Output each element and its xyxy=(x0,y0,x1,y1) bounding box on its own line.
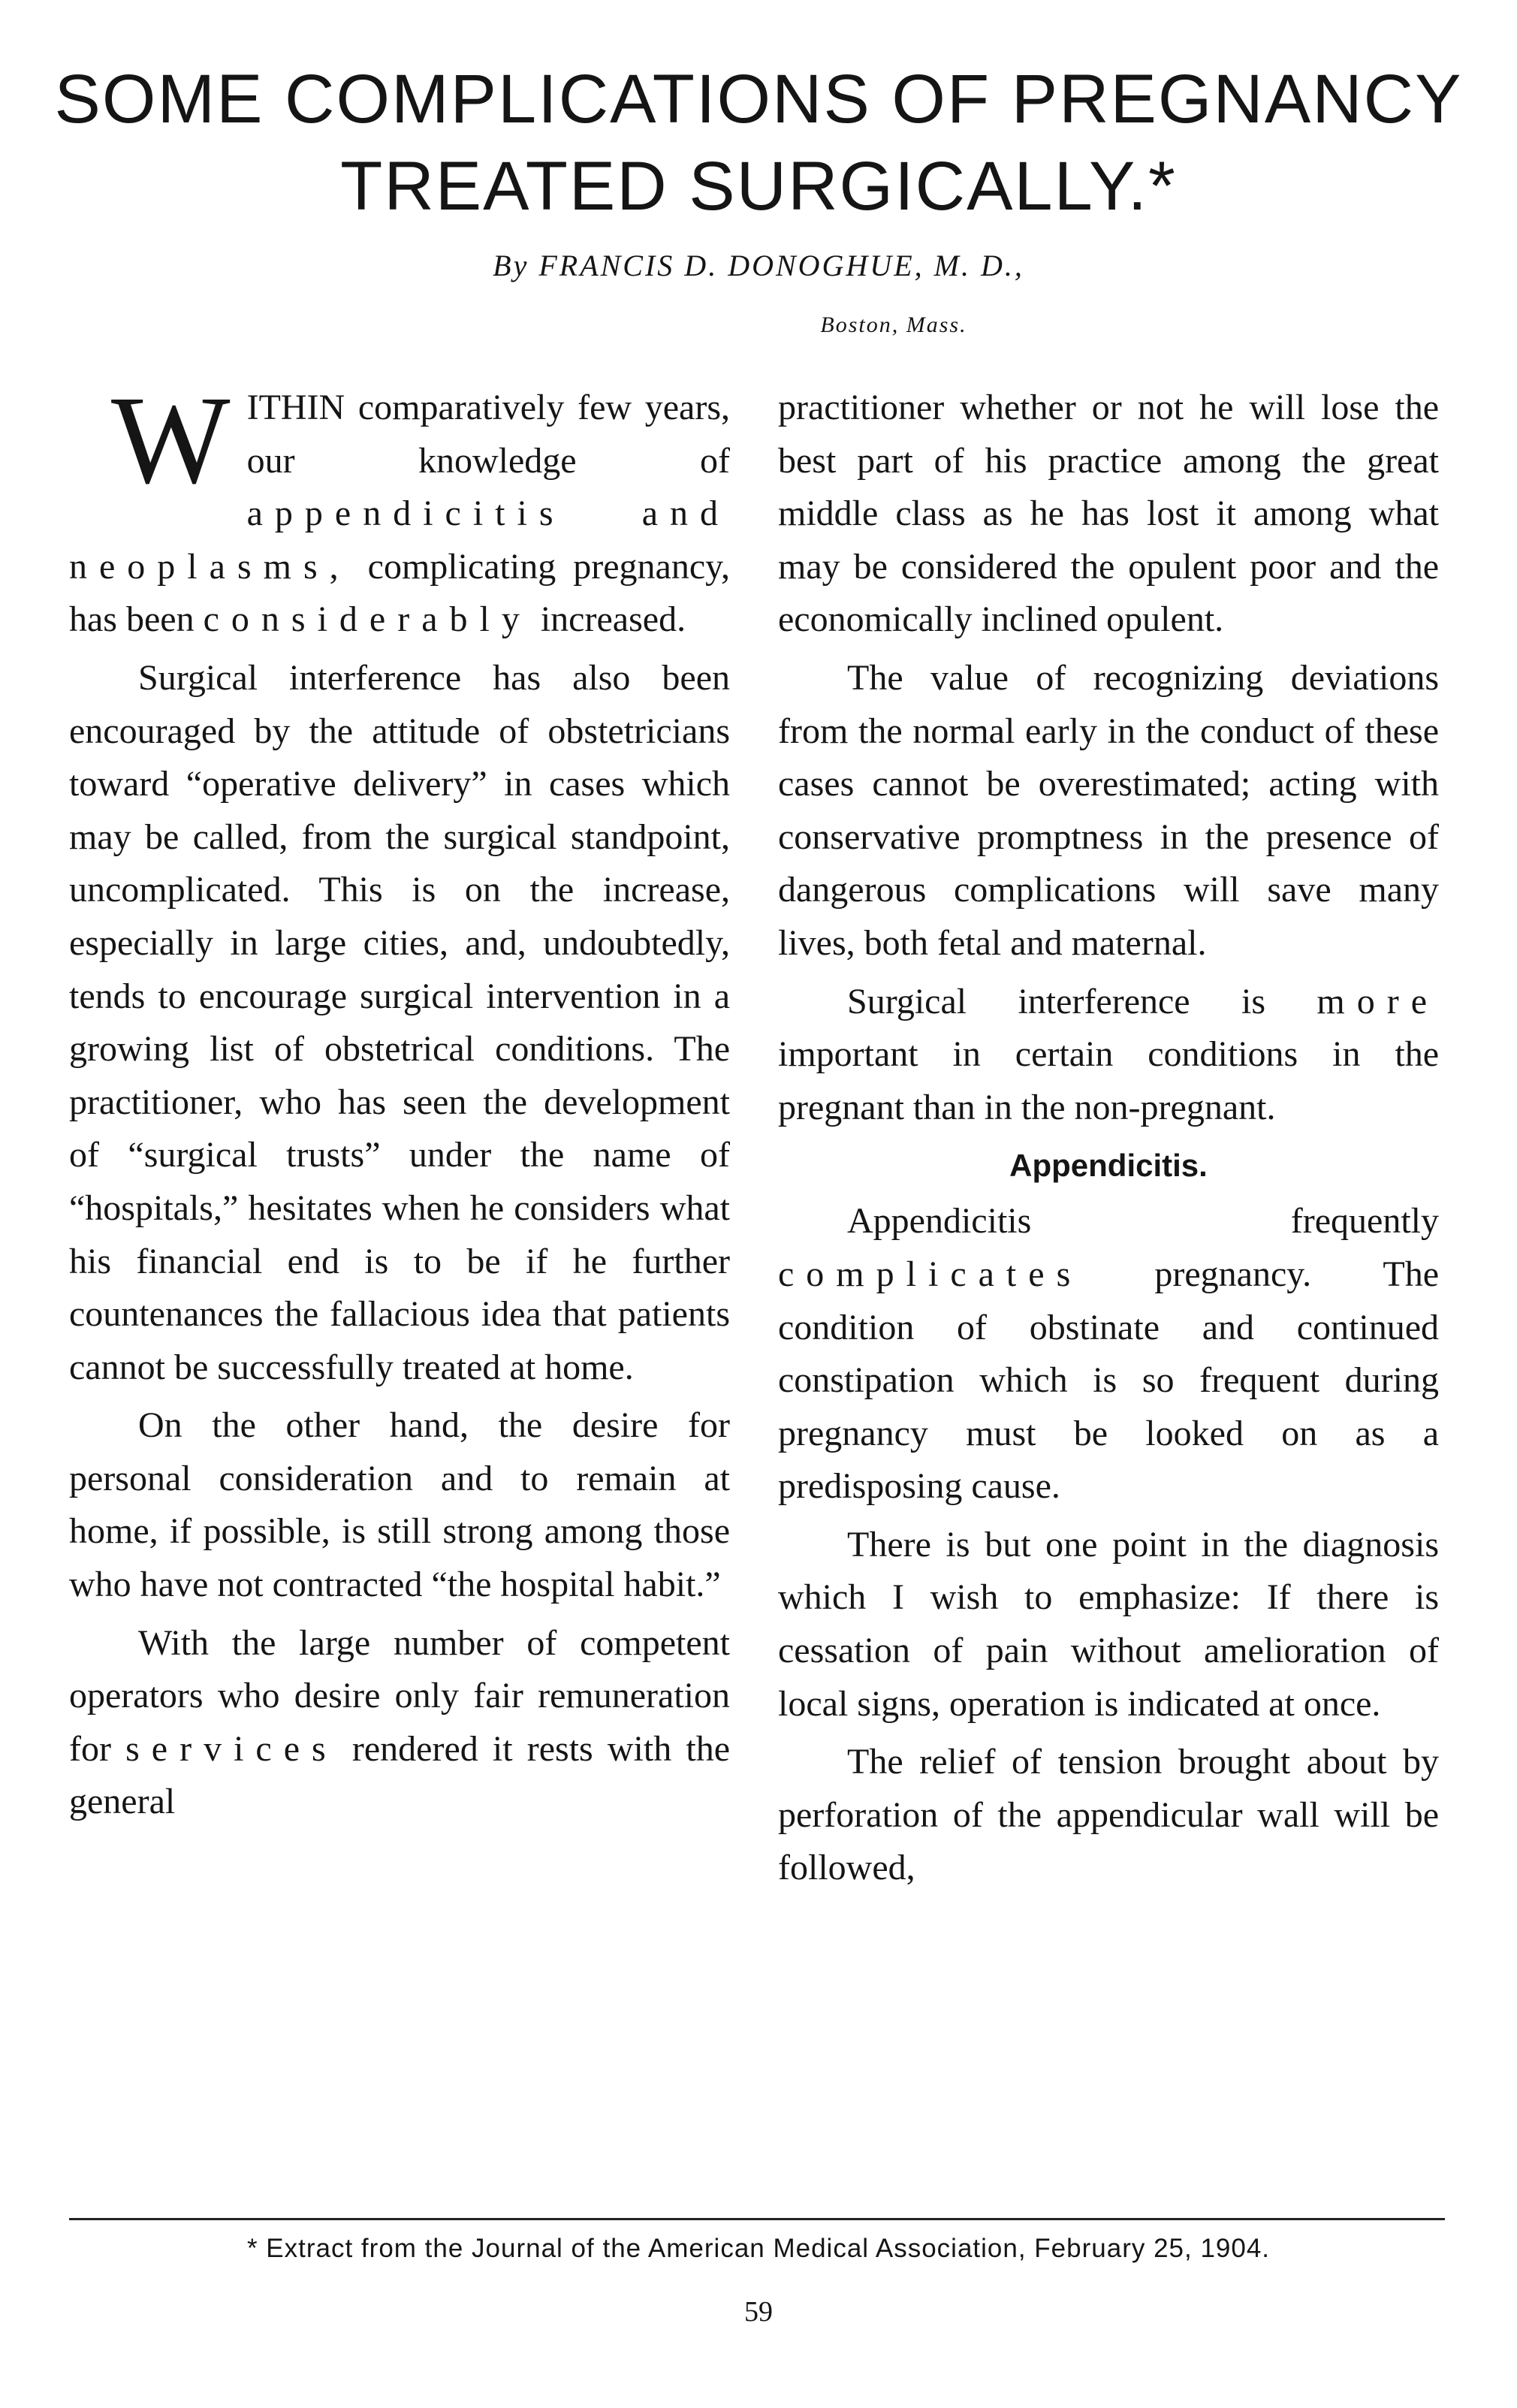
drop-cap: W xyxy=(111,370,231,510)
right-paragraph-1: practitioner whether or not he will lose the best part of his practice among the great middle class as he has lost it among what may be considered the opulent poor and the economically inclined opulent. xyxy=(778,388,1439,640)
right-paragraph-6: The relief of tension brought about by perforation of the appendicular wall will be followed, xyxy=(778,1742,1439,1888)
author-location: Boston, Mass. xyxy=(820,312,967,337)
author-byline: By FRANCIS D. DONOGHUE, M. D., xyxy=(493,249,1024,282)
page-number: 59 xyxy=(744,2296,773,2328)
footnote-divider xyxy=(69,2218,1445,2220)
article-title-line-2: TREATED SURGICALLY.* xyxy=(340,148,1177,225)
right-column xyxy=(778,382,1439,1900)
right-paragraph-4: Appendicitis frequently complicates pregnancy. The condition of obstinate and continued constipation which is so frequent during pregnancy must be looked on as a predisposing cause. xyxy=(778,1201,1439,1507)
section-heading-appendicitis: Appendicitis. xyxy=(1009,1148,1208,1184)
left-column xyxy=(69,370,731,1834)
left-paragraph-4: With the large number of competent operators who desire only fair remuneration for services rendered it rests with the general xyxy=(69,1622,731,1822)
right-paragraph-3: Surgical interference is more important in certain conditions in the pregnant than in the non-pregnant. xyxy=(778,981,1439,1127)
left-paragraph-3: On the other hand, the desire for personal consideration and to remain at home, if possible, is still strong among those who have not contracted “the hospital habit.” xyxy=(69,1405,730,1605)
left-paragraph-2: Surgical interference has also been encouraged by the attitude of obstetricians toward “operative delivery” in cases which may be called, from the surgical standpoint, uncomplicated. This is on the increase, especially in large cities, and, undoubtedly, tends to encourage surgical intervention in a growing list of obstetrical conditions. The practitioner, who has seen the development of “surgical trusts” under the name of “hospitals,” hesitates when he considers what his financial end is to be if he further countenances the fallacious idea that patients cannot be successfully treated at home. xyxy=(69,657,730,1387)
footnote: * Extract from the Journal of the American Medical Association, February 25, 1904. xyxy=(246,2234,1271,2263)
right-paragraph-5: There is but one point in the diagnosis which I wish to emphasize: If there is cessation of pain without amelioration of local signs, operation is indicated at once. xyxy=(778,1524,1439,1724)
right-paragraph-2: The value of recognizing deviations from the normal early in the conduct of these cases cannot be overestimated; acting with conservative promptness in the presence of dangerous complications will save many lives, both fetal and maternal. xyxy=(778,657,1439,963)
left-paragraph-1: WITHIN comparatively few years, our knowledge of appendicitis and neoplasms, complicating pregnancy, has been considerably increased. xyxy=(69,370,730,640)
article-title-line-1: SOME COMPLICATIONS OF PREGNANCY xyxy=(54,61,1463,137)
